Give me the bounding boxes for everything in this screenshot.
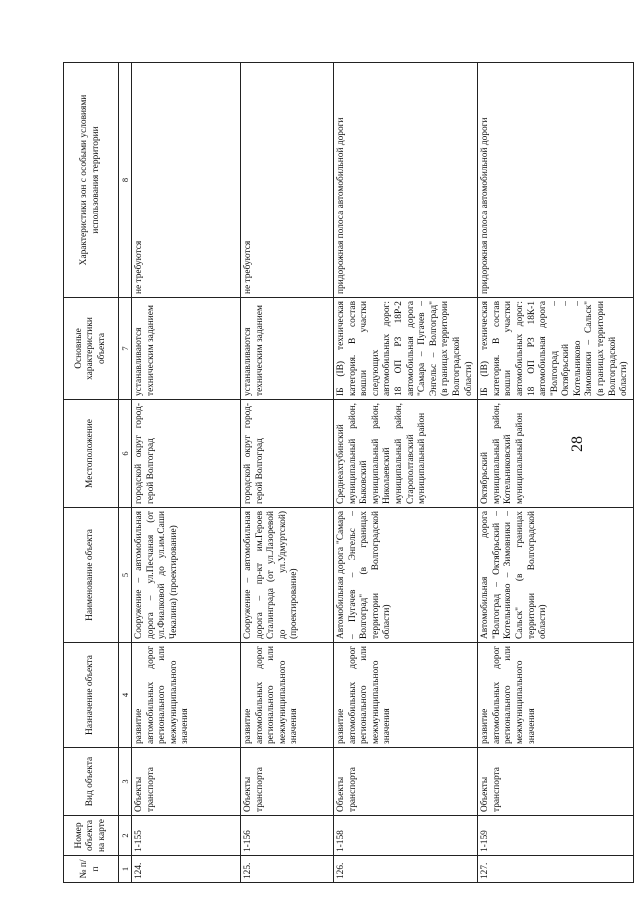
map-code: 1-158 <box>334 816 478 856</box>
object-characteristics: устанавливаются техническим заданием <box>241 298 334 400</box>
object-name: Автомобильная дорога "Волгоград – Октябрьский – Котельниково – Зимовники – Сальск" (в границах территории Волгоградской области) <box>478 508 634 643</box>
object-characteristics: устанавливаются техническим заданием <box>132 298 241 400</box>
table-row <box>334 63 478 883</box>
header-cell: Вид объекта <box>64 748 119 816</box>
object-purpose: развитие автомобильных дорог регионального или межмуниципального значения <box>478 643 634 748</box>
column-number: 3 <box>119 748 132 816</box>
object-location: Среднеахтубинский муниципальный район, Быковский муниципальный район, Николаевский муниципальный район, Старополтавский муниципальный район <box>334 400 478 508</box>
rotated-table-container <box>63 63 630 883</box>
table-row <box>478 63 634 883</box>
map-code: 1-156 <box>241 816 334 856</box>
column-number: 4 <box>119 643 132 748</box>
header-cell: Наименование объекта <box>64 508 119 643</box>
row-number: 124. <box>132 856 241 883</box>
object-purpose: развитие автомобильных дорог регионального или межмуниципального значения <box>132 643 241 748</box>
objects-table <box>63 62 634 883</box>
zone-characteristics: придорожная полоса автомобильной дороги <box>478 63 634 298</box>
row-number: 126. <box>334 856 478 883</box>
object-name: Сооружение – автомобильная дорога – ул.Песчаная (от ул.Фиалковой до ул.им.Саши Чекалина) (проектирование) <box>132 508 241 643</box>
map-code: 1-159 <box>478 816 634 856</box>
column-number: 2 <box>119 816 132 856</box>
object-type: Объекты транспорта <box>334 748 478 816</box>
column-number: 7 <box>119 298 132 400</box>
header-cell: Номер объекта на карте <box>64 816 119 856</box>
object-type: Объекты транспорта <box>132 748 241 816</box>
header-cell: Основные характеристики объекта <box>64 298 119 400</box>
column-number: 8 <box>119 63 132 298</box>
zone-characteristics: не требуются <box>132 63 241 298</box>
object-location: Октябрьский муниципальный район, Котельниковский муниципальный район <box>478 400 634 508</box>
row-number: 125. <box>241 856 334 883</box>
object-name: Сооружение – автомобильная дорога – пр-кт им.Героев Сталинграда (от ул.Лазоревой до ул.Удмуртской) (проектирование) <box>241 508 334 643</box>
map-code: 1-155 <box>132 816 241 856</box>
header-cell: Местоположение <box>64 400 119 508</box>
object-type: Объекты транспорта <box>478 748 634 816</box>
row-number: 127. <box>478 856 634 883</box>
page-number: 28 <box>569 436 586 452</box>
column-number: 1 <box>119 856 132 883</box>
table-row <box>132 63 241 883</box>
zone-characteristics: придорожная полоса автомобильной дороги <box>334 63 478 298</box>
header-cell: Характеристики зон с особыми условиями использования территории <box>64 63 119 298</box>
object-characteristics: IБ (IВ) техническая категория. В состав вошли участки автомобильных дорог: 18 ОП РЗ 18К-1 автомобильная дорога "Волгоград – Октябрьский – Котельниково – Зимовники – Сальск" (в границах территории Волгоградской области) <box>478 298 634 400</box>
header-cell: № п/п <box>64 856 119 883</box>
object-type: Объекты транспорта <box>241 748 334 816</box>
zone-characteristics: не требуются <box>241 63 334 298</box>
object-location: городской округ город-герой Волгоград <box>241 400 334 508</box>
table-row <box>241 63 334 883</box>
object-purpose: развитие автомобильных дорог регионального или межмуниципального значения <box>334 643 478 748</box>
object-location: городской округ город-герой Волгоград <box>132 400 241 508</box>
header-cell: Назначение объекта <box>64 643 119 748</box>
column-number: 5 <box>119 508 132 643</box>
object-purpose: развитие автомобильных дорог регионального или межмуниципального значения <box>241 643 334 748</box>
object-characteristics: IБ (IВ) техническая категория. В состав вошли участки следующих автомобильных дорог: 18 ОП РЗ 18Р-2 автомобильная дорога "Самара – Пугачев – Энгельс – Волгоград" (в границах территории Волгоградской области) <box>334 298 478 400</box>
column-number-row <box>119 63 132 883</box>
column-number: 6 <box>119 400 132 508</box>
header-row <box>64 63 119 883</box>
object-name: Автомобильная дорога "Самара – Пугачев – Энгельс – Волгоград" (в границах территории Волгоградской области) <box>334 508 478 643</box>
